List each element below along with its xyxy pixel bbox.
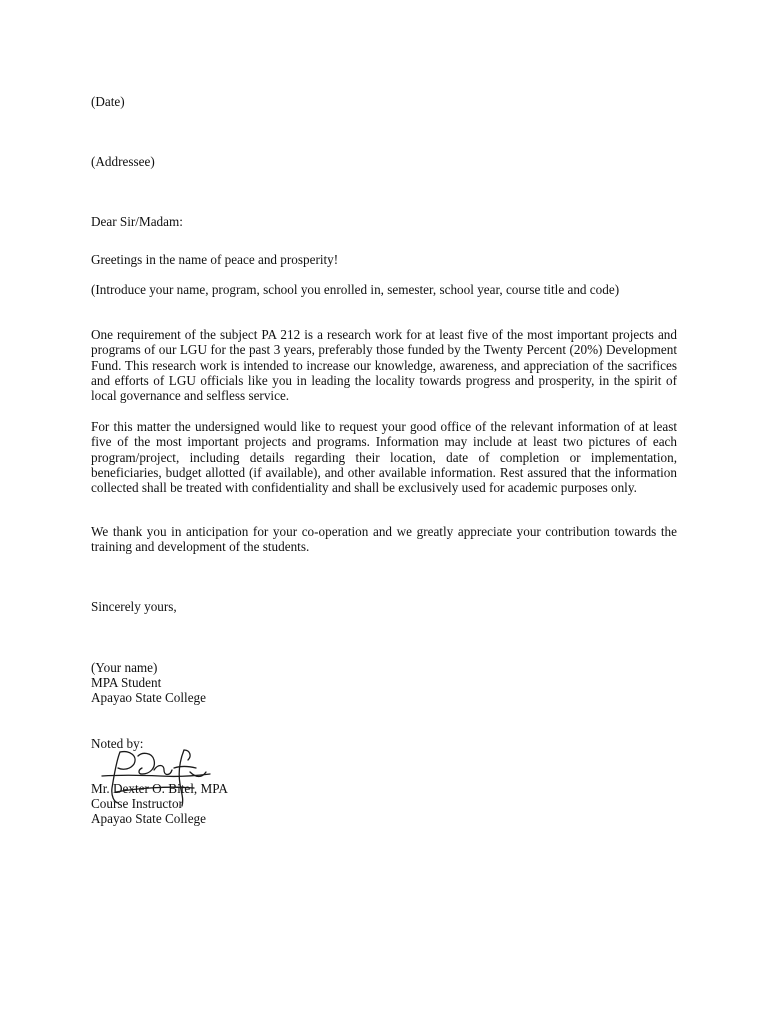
salutation: Dear Sir/Madam: [91,214,183,229]
noter-name: Mr. Dexter O. Bitel, MPA [91,781,228,796]
body-paragraph-3: We thank you in anticipation for your co-operation and we greatly appreciate your contribution towards the training and development of the students. [91,524,677,555]
intro-paragraph: (Introduce your name, program, school you enrolled in, semester, school year, course title and code) [91,282,620,297]
greeting-line: Greetings in the name of peace and prosperity! [91,252,339,267]
sender-institution: Apayao State College [91,690,206,705]
noter-institution: Apayao State College [91,811,206,826]
closing: Sincerely yours, [91,599,177,614]
body-paragraph-2: For this matter the undersigned would like to request your good office of the relevant information of at least five of the most important projects and programs. Information may include at least two pictures of each program/project, including details regarding their location, date of completion or implementation, beneficiaries, budget allotted (if available), and other available information. Rest assured that the information collected shall be treated with confidentiality and shall be exclusively used for academic purposes only. [91,419,677,496]
sender-title: MPA Student [91,675,162,690]
body-paragraph-1: One requirement of the subject PA 212 is a research work for at least five of the most important projects and programs of our LGU for the past 3 years, preferably those funded by the Twenty Percent (20%) Development Fund. This research work is intended to increase our knowledge, awareness, and appreciation of the sacrifices and efforts of LGU officials like you in leading the locality towards progress and prosperity, in the spirit of local governance and selfless service. [91,327,677,404]
noter-title: Course Instructor [91,796,183,811]
addressee-placeholder: (Addressee) [91,154,155,169]
date-placeholder: (Date) [91,94,125,109]
noted-by-label: Noted by: [91,736,144,751]
sender-name: (Your name) [91,660,158,675]
